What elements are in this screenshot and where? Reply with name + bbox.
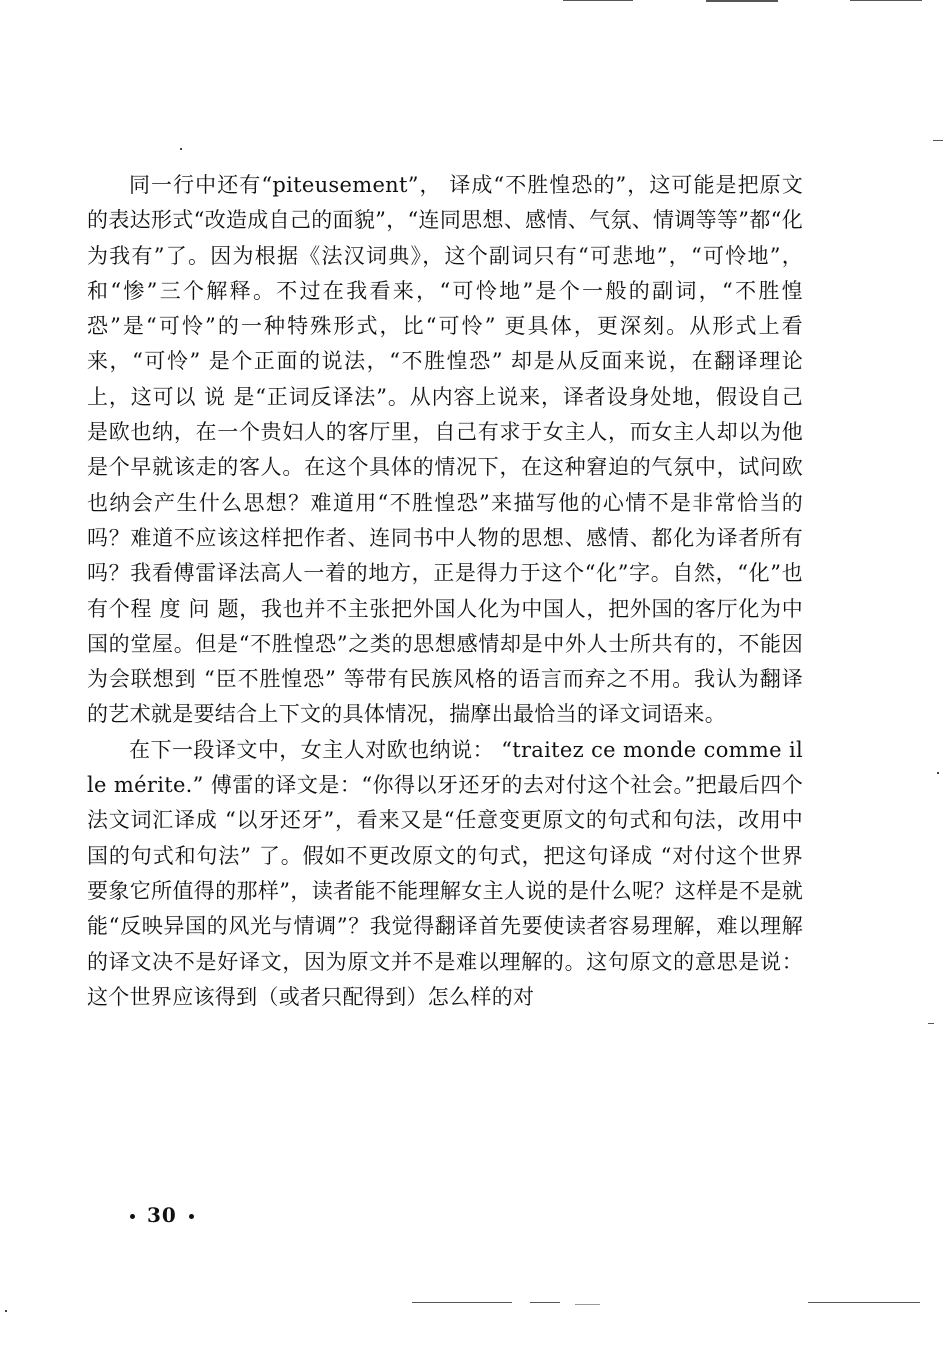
scan-dot-3 [5, 1310, 7, 1312]
scan-mark-bottom-2 [530, 1302, 560, 1303]
paragraph-2: 在下一段译文中，女主人对欧也纳说： “traitez ce monde comme il le mérite.” 傅雷的译文是：“你得以牙还牙的去对付这个社会。”把最后四个法文词汇译成 “以牙还牙”，看来又是“任意变更原文的句式和句法，改用中国的句式和句法” 了。假如不更改原文的句式，把这句译成 “对付这个世界要象它所值得的那样”，读者能不能理解女主人说的是什么呢？这样是不是就能“反映异国的风光与情调”？我觉得翻译首先要使读者容易理解，难以理解的译文决不是好译文，因为原文并不是难以理解的。这句原文的意思是说：这个世界应该得到（或者只配得到）怎么样的对 [87, 737, 803, 1009]
footer-bullet-left [130, 1214, 135, 1219]
scan-mark-bottom-1 [412, 1302, 512, 1303]
scan-dot-2 [937, 772, 939, 774]
paragraph-1: 同一行中还有“piteusement”， 译成“不胜惶恐的”，这可能是把原文的表达形式“改造成自己的面貌”，“连同思想、感情、气氛、情调等等”都“化为我有”了。因为根据《法汉词典》，这个副词只有“可悲地”，“可怜地”， 和“惨”三个解释。不过在我看来，“可怜地”是个一般的副词，“不胜惶恐”是“可怜”的一种特殊形式，比“可怜” 更具体，更深刻。从形式上看来，“可怜” 是个正面的说法，“不胜惶恐” 却是从反面来说，在翻译理论上，这可以 说 是“正词反译法”。从内容上说来，译者设身处地，假设自己是欧也纳，在一个贵妇人的客厅里，自己有求于女主人，而女主人却以为他是个早就该走的客人。在这个具体的情况下，在这种窘迫的气氛中，试问欧也纳会产生什么思想？难道用“不胜惶恐”来描写他的心情不是非常恰当的吗？难道不应该这样把作者、连同书中人物的思想、感情、都化为译者所有吗？我看傅雷译法高人一着的地方，正是得力于这个“化”字。自然，“化”也有个程 度 问 题，我也并不主张把外国人化为中国人，把外国的客厅化为中国的堂屋。但是“不胜惶恐”之类的思想感情却是中外人士所共有的，不能因为会联想到 “臣不胜惶恐” 等带有民族风格的语言而弃之不用。我认为翻译的艺术就是要结合上下文的具体情况，揣摩出最恰当的译文词语来。 [87, 173, 803, 727]
scan-mark-top-2 [706, 0, 778, 2]
page-number: 30 [147, 1203, 177, 1227]
scan-dot-1 [180, 148, 182, 150]
scan-mark-right-2 [928, 1023, 934, 1024]
scan-mark-right [933, 140, 943, 141]
scan-mark-top-3 [850, 0, 922, 1]
page-footer [118, 1203, 206, 1227]
scan-mark-bottom-3 [575, 1304, 600, 1305]
body-text [87, 168, 803, 1015]
scan-mark-bottom-4 [808, 1302, 920, 1303]
scan-mark-top-1 [563, 0, 633, 1]
footer-bullet-right [189, 1214, 194, 1219]
